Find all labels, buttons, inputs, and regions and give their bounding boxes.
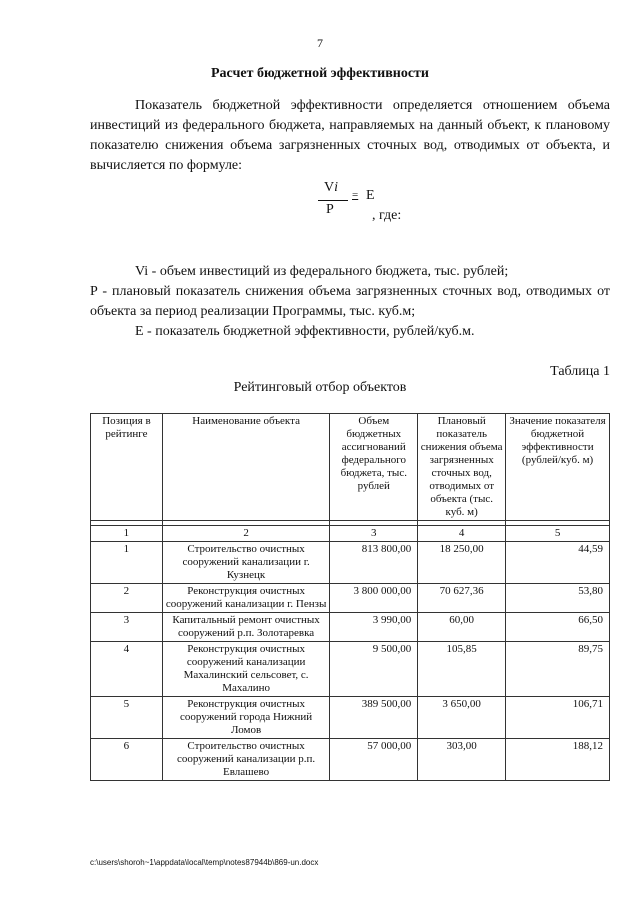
definition-vi: Vi - объем инвестиций из федерального бюджета, тыс. рублей; [135,264,509,279]
efficiency-cell: 106,71 [506,697,610,739]
budget-cell: 3 800 000,00 [330,584,418,613]
header-cell: Плановый показатель снижения объема загрязненных сточных вод, отводимых от объекта (тыс. куб. м) [418,414,506,521]
table-row [91,739,610,781]
header-cell: Наименование объекта [162,414,329,521]
header-cell: Позиция в рейтинге [91,414,163,521]
reduction-cell: 303,00 [418,739,506,781]
fraction-line [318,200,348,201]
efficiency-cell: 89,75 [506,642,610,697]
rank-cell: 1 [91,542,163,584]
budget-cell: 57 000,00 [330,739,418,781]
section-title: Расчет бюджетной эффективности [211,66,429,81]
table-row [91,584,610,613]
object-name-cell: Реконструкция очистных сооружений канализации Махалинский сельсовет, с. Махалино [162,642,329,697]
column-number: 2 [162,526,329,542]
reduction-cell: 105,85 [418,642,506,697]
header-cell: Объем бюджетных ассигнований федерального бюджета, тыс. рублей [330,414,418,521]
formula-where: , где: [372,208,402,223]
table-row [91,697,610,739]
definitions [90,262,610,342]
formula-result: E [366,188,375,203]
formula-denominator: P [326,202,334,217]
table-label: Таблица 1 [550,364,610,379]
file-path-footer: c:\users\shoroh~1\appdata\local\temp\notes87944b\869-un.docx [90,858,319,867]
budget-cell: 389 500,00 [330,697,418,739]
formula [300,180,440,226]
budget-cell: 3 990,00 [330,613,418,642]
column-number: 5 [506,526,610,542]
definition-p: P - плановый показатель снижения объема загрязненных сточных вод, отводимых от объекта за период реализации Программы, тыс. куб.м; [90,284,610,319]
header-cell: Значение показателя бюджетной эффективности (рублей/куб. м) [506,414,610,521]
object-name-cell: Реконструкция очистных сооружений канализации г. Пензы [162,584,329,613]
column-number: 1 [91,526,163,542]
efficiency-cell: 188,12 [506,739,610,781]
reduction-cell: 18 250,00 [418,542,506,584]
table-row [91,642,610,697]
budget-cell: 813 800,00 [330,542,418,584]
column-number: 4 [418,526,506,542]
object-name-cell: Строительство очистных сооружений канализации г. Кузнецк [162,542,329,584]
object-name-cell: Капитальный ремонт очистных сооружений р.п. Золотаревка [162,613,329,642]
table-header-row [91,414,610,521]
intro-paragraph: Показатель бюджетной эффективности определяется отношением объема инвестиций из федерального бюджета, направляемых на данный объект, к плановому показателю снижения объема загрязненных сточных вод, отводимых от объекта, и вычисляется по формуле: [90,98,610,173]
object-name-cell: Строительство очистных сооружений канализации р.п. Евлашево [162,739,329,781]
definition-e: Е - показатель бюджетной эффективности, рублей/куб.м. [135,324,475,339]
column-number: 3 [330,526,418,542]
rank-cell: 6 [91,739,163,781]
table-caption: Рейтинговый отбор объектов [233,380,407,395]
page-number: 7 [317,36,323,50]
efficiency-cell: 53,80 [506,584,610,613]
rating-table [90,413,610,781]
reduction-cell: 70 627,36 [418,584,506,613]
rank-cell: 4 [91,642,163,697]
formula-numerator: Vi [324,180,339,195]
formula-equals: = [352,189,359,201]
rank-cell: 3 [91,613,163,642]
object-name-cell: Реконструкция очистных сооружений города Нижний Ломов [162,697,329,739]
rank-cell: 5 [91,697,163,739]
efficiency-cell: 66,50 [506,613,610,642]
rank-cell: 2 [91,584,163,613]
table-row [91,542,610,584]
efficiency-cell: 44,59 [506,542,610,584]
table-row [91,613,610,642]
budget-cell: 9 500,00 [330,642,418,697]
reduction-cell: 60,00 [418,613,506,642]
reduction-cell: 3 650,00 [418,697,506,739]
column-number-row [91,526,610,542]
